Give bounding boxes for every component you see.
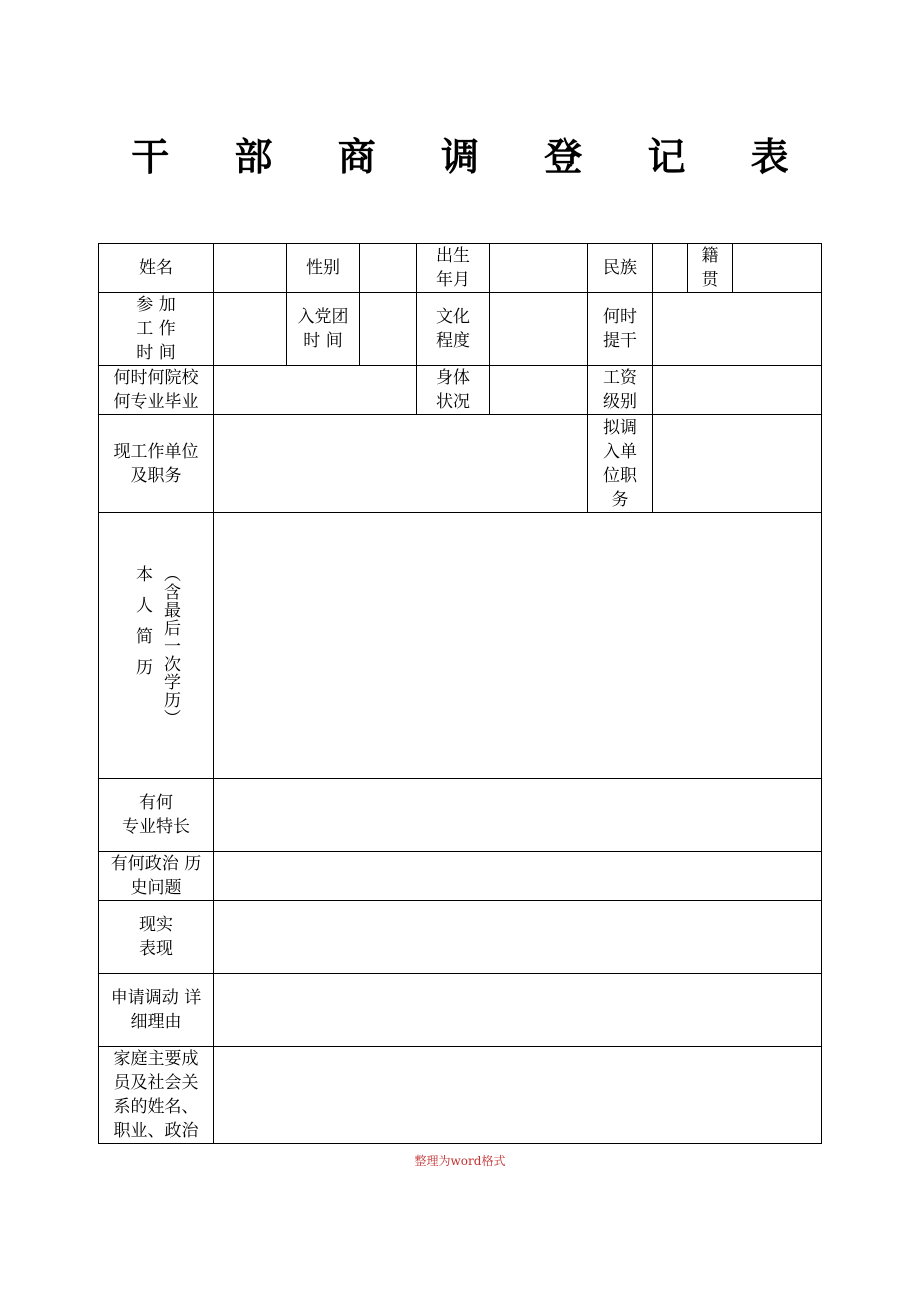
performance-label: 现实 表现 bbox=[99, 901, 214, 974]
cadre-promotion-field[interactable] bbox=[653, 293, 822, 366]
cadre-promotion-label: 何时 提干 bbox=[588, 293, 653, 366]
political-history-field[interactable] bbox=[214, 852, 822, 901]
row-specialty bbox=[99, 779, 822, 852]
resume-field[interactable] bbox=[214, 513, 822, 779]
native-place-label: 籍 贯 bbox=[688, 244, 733, 293]
family-label: 家庭主要成 员及社会关 系的姓名、 职业、政治 bbox=[99, 1047, 214, 1144]
current-unit-field[interactable] bbox=[214, 415, 588, 513]
graduation-field[interactable] bbox=[214, 366, 417, 415]
join-party-label: 入党团 时 间 bbox=[287, 293, 360, 366]
page-title: 干 部 商 调 登 记 表 bbox=[131, 134, 815, 179]
resume-label bbox=[99, 513, 214, 779]
transfer-reason-label: 申请调动 详 细理由 bbox=[99, 974, 214, 1047]
join-party-field[interactable] bbox=[360, 293, 417, 366]
native-place-field[interactable] bbox=[733, 244, 822, 293]
work-start-field[interactable] bbox=[214, 293, 287, 366]
work-start-label: 参 加 工 作 时 间 bbox=[99, 293, 214, 366]
row-transfer-reason bbox=[99, 974, 822, 1047]
salary-grade-label: 工资 级别 bbox=[588, 366, 653, 415]
row-political-history bbox=[99, 852, 822, 901]
row-graduation-health bbox=[99, 366, 822, 415]
resume-label-note: （含最后一次学历） bbox=[160, 564, 180, 727]
row-performance bbox=[99, 901, 822, 974]
birth-label: 出生 年月 bbox=[417, 244, 490, 293]
political-history-label: 有何政治 历 史问题 bbox=[99, 852, 214, 901]
ethnicity-label: 民族 bbox=[588, 244, 653, 293]
resume-label-main: 本人简历 bbox=[132, 564, 152, 689]
target-unit-field[interactable] bbox=[653, 415, 822, 513]
education-field[interactable] bbox=[490, 293, 588, 366]
row-resume bbox=[99, 513, 822, 779]
gender-field[interactable] bbox=[360, 244, 417, 293]
name-label: 姓名 bbox=[99, 244, 214, 293]
transfer-reason-field[interactable] bbox=[214, 974, 822, 1047]
current-unit-label: 现工作单位 及职务 bbox=[99, 415, 214, 513]
target-unit-label: 拟调 入单 位职 务 bbox=[588, 415, 653, 513]
gender-label: 性别 bbox=[287, 244, 360, 293]
health-label: 身体 状况 bbox=[417, 366, 490, 415]
salary-grade-field[interactable] bbox=[653, 366, 822, 415]
birth-field[interactable] bbox=[490, 244, 588, 293]
row-work-party bbox=[99, 293, 822, 366]
row-basic-info bbox=[99, 244, 822, 293]
graduation-label: 何时何院校 何专业毕业 bbox=[99, 366, 214, 415]
registration-form-table bbox=[98, 243, 822, 1144]
specialty-label: 有何 专业特长 bbox=[99, 779, 214, 852]
footer-note: 整理为word格式 bbox=[414, 1154, 506, 1168]
specialty-field[interactable] bbox=[214, 779, 822, 852]
family-field[interactable] bbox=[214, 1047, 822, 1144]
row-family bbox=[99, 1047, 822, 1144]
education-label: 文化 程度 bbox=[417, 293, 490, 366]
row-units bbox=[99, 415, 822, 513]
ethnicity-field[interactable] bbox=[653, 244, 688, 293]
performance-field[interactable] bbox=[214, 901, 822, 974]
health-field[interactable] bbox=[490, 366, 588, 415]
name-field[interactable] bbox=[214, 244, 287, 293]
